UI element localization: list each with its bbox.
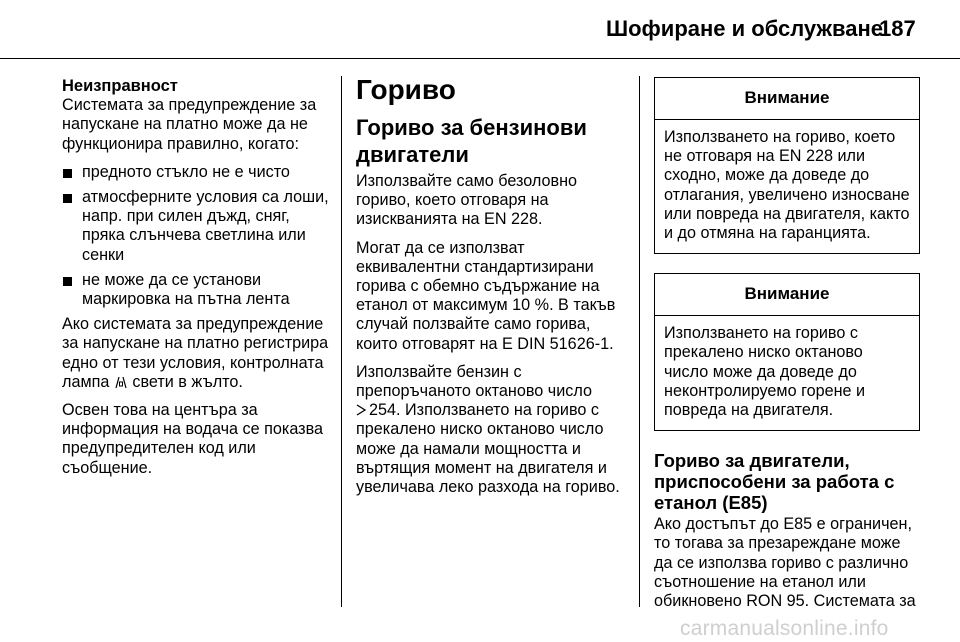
ethanol-heading: Гориво за двигатели, приспособени за работа с етанол (E85): [654, 450, 895, 514]
column-divider-2: [639, 76, 640, 607]
notice-title: Внимание: [655, 78, 919, 120]
section-title: Шофиране и обслужване: [606, 16, 884, 41]
header-rule: [0, 58, 960, 59]
malfunction-para-3: Освен това на центъра за информация на водача се показва предупредителен код или съобщение.: [62, 401, 324, 477]
list-item: атмосферните условия са лоши, напр. при силен дъжд, сняг, пряка слънчева светлина или сенки: [62, 188, 330, 265]
column-3: [654, 77, 920, 620]
fuel-para-1: Използвайте само безоловно гориво, което отговаря на изискванията на EN 228.: [356, 172, 578, 229]
ethanol-para: Ако достъпът до E85 е ограничен, то тогава за презареждане може да се използва гориво с различно съотношение на етанол или обикновено RON 95. Системата за: [654, 515, 916, 611]
watermark: carmanualsonline.info: [680, 617, 889, 640]
notice-box-1: [654, 77, 920, 254]
notice-text: Използването на гориво, което не отговаря на EN 228 или сходно, може да доведе до отлагания, увеличено износване или повреда на двигателя, както и до отмяна на гаранцията.: [664, 128, 910, 243]
list-item: не може да се установи маркировка на пътна лента: [62, 271, 330, 309]
notice-box-2: [654, 273, 920, 431]
petrol-engines-heading: Гориво за бензинови двигатели: [356, 115, 587, 167]
fuel-para-3: Използвайте бензин с препоръчаното октаново число 254. Използването на гориво с прекалено ниско октаново число може да намали мощността и въртящия момент на двигателя и увеличава леко разхода на гориво.: [356, 362, 620, 497]
fuel-title: Гориво: [356, 74, 456, 105]
page-number: 187: [879, 16, 916, 41]
condition-list: [62, 163, 330, 309]
bullet-icon: [63, 277, 72, 286]
column-divider-1: [341, 76, 342, 607]
malfunction-heading: Неизправност: [62, 77, 178, 95]
bullet-icon: [63, 194, 72, 203]
malfunction-para-2: Ако системата за предупреждение за напускане на платно регистрира едно от тези условия, контролната лампа свети в жълто.: [62, 315, 329, 391]
lane-departure-warning-icon: [114, 375, 128, 389]
column-1: [62, 77, 330, 487]
page-header: [0, 0, 960, 58]
bullet-icon: [63, 169, 72, 178]
malfunction-intro: Системата за предупреждение за напускане на платно може да не функционира правилно, когато:: [62, 96, 317, 153]
notice-title: Внимание: [655, 274, 919, 316]
column-2: [356, 72, 624, 506]
fuel-para-2: Могат да се използват еквивалентни стандартизирани горива с обемно съдържание на етанол от максимум 10 %. В такъв случай ползвайте само горива, които отговарят на E DIN 51626-1.: [356, 238, 616, 353]
list-item: предното стъкло не е чисто: [62, 163, 330, 182]
page-reference-icon: [356, 404, 366, 416]
notice-text: Използването на гориво с прекалено ниско октаново число може да доведе до неконтролируемо горене и повреда на двигателя.: [664, 324, 866, 420]
